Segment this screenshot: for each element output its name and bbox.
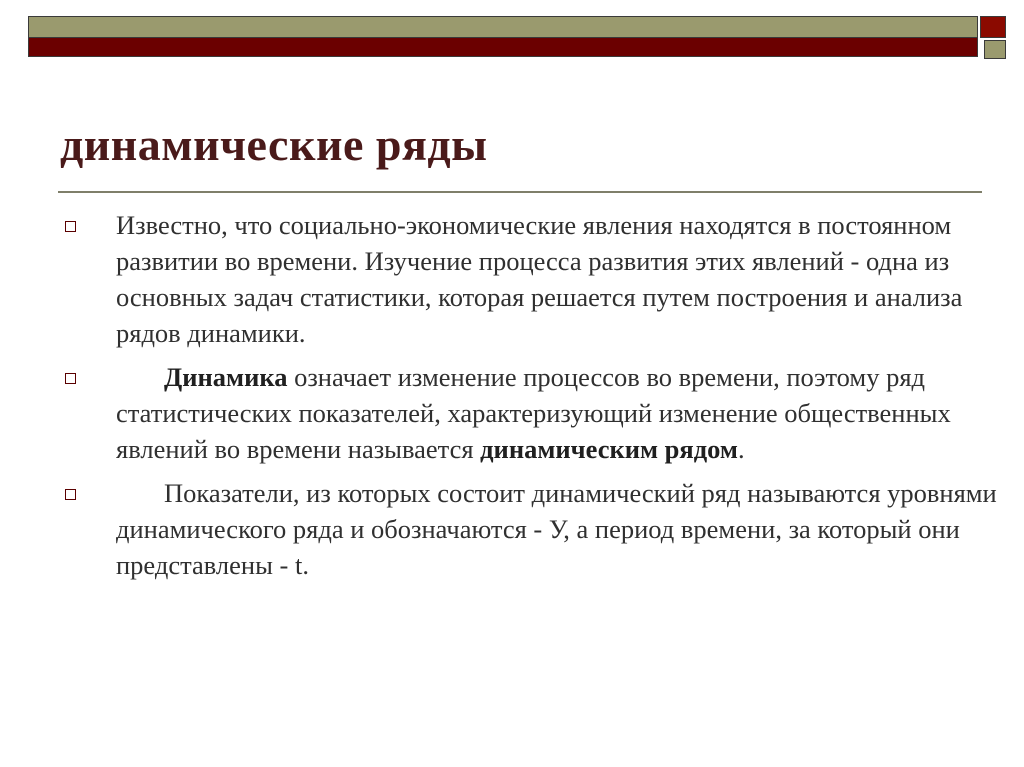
bullet-2-term: Динамика	[164, 362, 288, 392]
bullet-item-3	[60, 475, 1000, 583]
bullet-list	[60, 207, 1000, 591]
bullet-item-1	[60, 207, 1000, 351]
header-corner-red-square	[980, 16, 1006, 38]
square-bullet-icon	[65, 221, 76, 232]
bullet-item-2	[60, 359, 1000, 467]
bullet-2-end: .	[737, 434, 745, 464]
header-band-olive	[28, 16, 978, 38]
bullet-1-text: Известно, что социально-экономические явления находятся в постоянном развитии во времени. Изучение процесса развития этих явлений - одна из основных задач статистики, которая решается путем построения и анализа рядов динамики.	[116, 210, 963, 348]
header-band-red	[28, 38, 978, 57]
header-corner-olive-square	[984, 40, 1006, 59]
square-bullet-icon	[65, 489, 76, 500]
square-bullet-icon	[65, 373, 76, 384]
bullet-3-text: Показатели, из которых состоит динамический ряд называются уровнями динамического ряда и обозначаются - У, а период времени, за который они представлены - t.	[116, 478, 997, 580]
bullet-2-term2: динамическим рядом	[480, 434, 738, 464]
slide-title: динамические ряды	[60, 119, 488, 170]
bullet-2-text: означает изменение процессов во времени, поэтому ряд статистических показателей, характеризующий изменение общественных явлений во времени называется	[116, 362, 951, 464]
title-divider	[58, 191, 982, 193]
